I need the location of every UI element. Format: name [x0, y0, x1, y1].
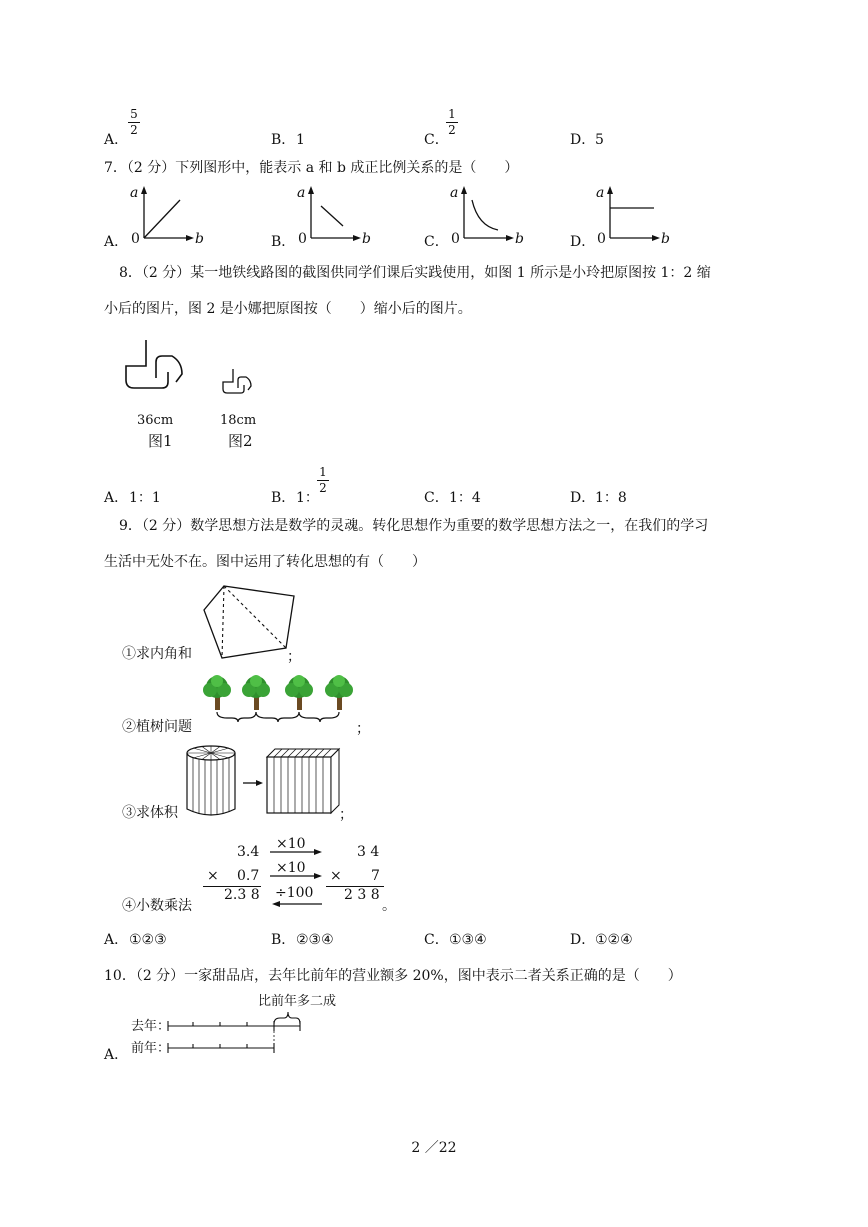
q8-stem-line1: 8．（2 分）某一地铁线路图的截图供同学们课后实践使用，如图 1 所示是小玲把原图按 1：2 缩	[119, 265, 711, 281]
origin-label: 0	[597, 231, 606, 247]
fraction-denominator: 2	[448, 123, 456, 137]
axis-x-label: b	[661, 231, 670, 247]
axis-y-label: a	[450, 185, 459, 201]
origin-label: 0	[131, 231, 140, 247]
option-letter: B．	[271, 132, 296, 148]
fraction	[446, 108, 458, 137]
option-text: 1：8	[595, 490, 627, 506]
origin-label: 0	[298, 231, 307, 247]
subway-map-figure-1-icon	[120, 338, 190, 408]
option-letter: A．	[104, 234, 129, 250]
item-4-label: ④小数乘法	[122, 898, 192, 914]
cylinder-to-cuboid-icon	[185, 745, 345, 819]
item-3-end: ；	[339, 807, 353, 823]
item-2-end: ；	[356, 721, 370, 737]
q10-option-a-letter: A．	[104, 1047, 129, 1063]
option-letter: D．	[570, 490, 596, 506]
option-letter: D．	[570, 132, 596, 148]
calc-left-top: 3.4	[237, 844, 260, 860]
option-letter: B．	[271, 490, 296, 506]
option-text: ①②③	[129, 932, 167, 948]
calc-op-top: ×10	[276, 836, 306, 852]
fraction-denominator: 2	[319, 481, 327, 495]
calc-left-mult: ×	[207, 868, 219, 884]
arrow-right-icon	[270, 846, 326, 858]
fraction	[317, 466, 329, 495]
fraction-numerator: 1	[319, 465, 327, 479]
brace-label: 比前年多二成	[258, 994, 337, 1009]
option-letter: D．	[570, 932, 596, 948]
item-1-label: ①求内角和	[122, 646, 192, 662]
item-4-end: 。	[382, 898, 396, 914]
axis-y-label: a	[297, 185, 306, 201]
option-text: 5	[595, 132, 604, 148]
q7-stem: 7．（2 分）下列图形中，能表示 a 和 b 成正比例关系的是（ ）	[104, 160, 519, 176]
axis-y-label: a	[596, 185, 605, 201]
q10-stem: 10．（2 分）一家甜品店，去年比前年的营业额多 20%，图中表示二者关系正确的是（ ）	[104, 968, 682, 984]
option-text: ②③④	[296, 932, 334, 948]
axis-x-label: b	[515, 231, 524, 247]
calc-right-second: 7	[371, 868, 380, 884]
option-text: 1	[296, 132, 305, 148]
calc-right-result: 2 3 8	[344, 887, 380, 903]
figure-2-size: 18cm	[220, 413, 257, 428]
option-text: ①③④	[449, 932, 487, 948]
figure-1-label: 图1	[148, 432, 173, 450]
pentagon-triangulation-icon	[200, 584, 300, 660]
item-3-label: ③求体积	[122, 805, 178, 821]
q9-stem-line1: 9．（2 分）数学思想方法是数学的灵魂。转化思想作为重要的数学思想方法之一，在我们的学习	[119, 518, 709, 534]
arrow-right-icon	[270, 870, 326, 882]
bar-segment-diagram-icon	[166, 1008, 306, 1058]
calc-op-bottom: ÷100	[275, 885, 314, 901]
subway-map-figure-2-icon	[220, 368, 260, 408]
calc-right-mult: ×	[330, 868, 342, 884]
option-letter: A．	[104, 932, 129, 948]
calc-right-top: 3 4	[357, 844, 380, 860]
item-1-end: ；	[287, 649, 301, 665]
option-letter: B．	[271, 932, 296, 948]
q9-stem-line2: 生活中无处不在。图中运用了转化思想的有（ ）	[104, 554, 426, 570]
option-letter: B．	[271, 234, 296, 250]
option-letter: C．	[424, 234, 449, 250]
option-text: 1：	[296, 490, 319, 506]
axis-x-label: b	[362, 231, 371, 247]
figure-1-size: 36cm	[137, 413, 174, 428]
arrow-left-icon	[270, 898, 326, 910]
calc-left-second: 0.7	[237, 868, 260, 884]
axis-y-label: a	[130, 185, 139, 201]
option-text: ①②④	[595, 932, 633, 948]
option-letter: C．	[424, 932, 449, 948]
tree-planting-icon	[198, 672, 368, 734]
option-letter: C．	[424, 490, 449, 506]
calc-left-result: 2.3 8	[224, 887, 260, 903]
axis-x-label: b	[195, 231, 204, 247]
fraction-numerator: 1	[448, 107, 456, 121]
fraction	[128, 108, 140, 137]
option-letter: A．	[104, 132, 129, 148]
row-label-last-year: 去年：	[131, 1019, 171, 1034]
item-2-label: ②植树问题	[122, 719, 192, 735]
option-letter: D．	[570, 234, 596, 250]
row-label-year-before: 前年：	[131, 1041, 171, 1056]
origin-label: 0	[451, 231, 460, 247]
fraction-numerator: 5	[130, 107, 138, 121]
fraction-denominator: 2	[130, 123, 138, 137]
page-number: 2 ／22	[411, 1140, 457, 1156]
option-text: 1：1	[129, 490, 161, 506]
q8-stem-line2: 小后的图片，图 2 是小娜把原图按（ ）缩小后的图片。	[104, 301, 472, 317]
option-text: 1：4	[449, 490, 481, 506]
option-letter: A．	[104, 490, 129, 506]
option-letter: C．	[424, 132, 449, 148]
figure-2-label: 图2	[228, 432, 253, 450]
calc-op-mid: ×10	[276, 860, 306, 876]
